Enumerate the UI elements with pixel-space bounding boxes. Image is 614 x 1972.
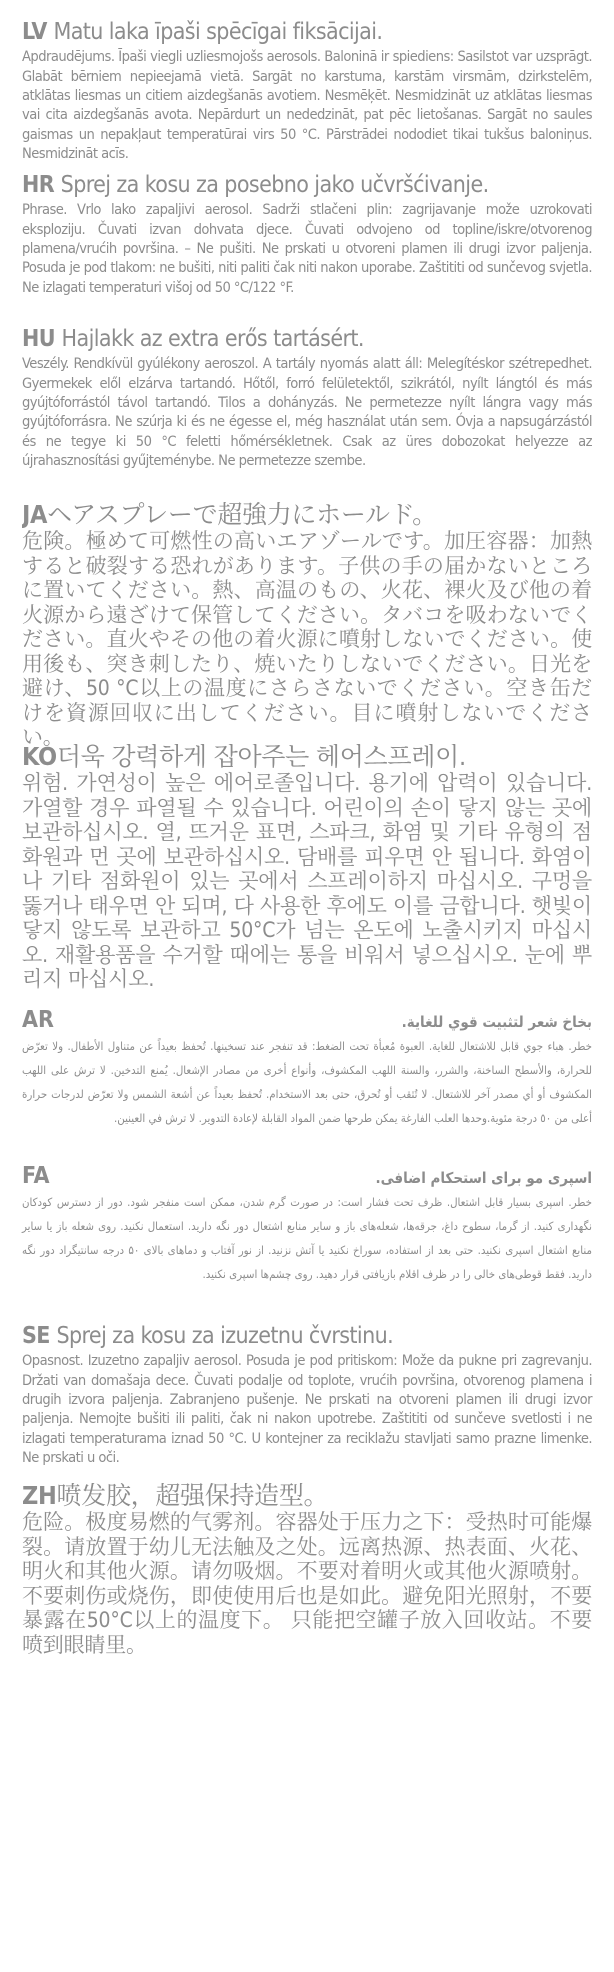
section-body: Opasnost. Izuzetno zapaljiv aerosol. Posuda je pod pritiskom: Može da pukne pri zagrevanju. Držati van domašaja dece. Čuvati podalje od toplote, vrućih površina, otvorenog plamena i drugih izvora paljenja. Zabranjeno pušenje. Ne prskati na otvoreni plamen ili drugi izvor paljenja. Nemojte bušiti ili paliti, čak ni nakon upotrebe. Zaštititi od sunčeve svetlosti i ne izlagati temperaturama iznad 50 °C. U kontejner za reciklažu stavljati samo prazne limenke. Ne prskati u oči.: [22, 1352, 592, 1467]
section-lv: [22, 20, 592, 164]
section-heading: [22, 1324, 592, 1348]
language-code: SE: [22, 1324, 50, 1349]
section-zh: [22, 1483, 592, 1657]
section-heading: [22, 744, 592, 770]
section-body: 危険。極めて可燃性の高いエアゾールです。加圧容器：加熱すると破裂する恐れがあります。子供の手の届かないところに置いてください。熱、高温のもの、火花、裸火及び他の着火源から遠ざけて保管してください。タバコを吸わないでください。直火やその他の着火源に噴射しないでください。使用後も、突き刺したり、焼いたりしないでください。日光を避け、50 °C以上の温度にさらさないでください。空き缶だけを資源回収に出してください。目に噴射しないでください。: [22, 529, 592, 750]
section-body: 위험. 가연성이 높은 에어로졸입니다. 용기에 압력이 있습니다. 가열할 경우 파열될 수 있습니다. 어린이의 손이 닿지 않는 곳에 보관하십시오. 열, 뜨거운 표면, 스파크, 화염 및 기타 유형의 점화원과 먼 곳에 보관하십시오. 담배를 피우면 안 됩니다. 화염이나 기타 점화원이 있는 곳에서 스프레이하지 마십시오. 구멍을 뚫거나 태우면 안 되며, 다 사용한 후에도 이를 금합니다. 햇빛이 닿지 않도록 보관하고 50°C가 넘는 온도에 노출시키지 마십시오. 재활용품을 수거할 때에는 통을 비워서 넣으십시오. 눈에 뿌리지 마십시오.: [22, 771, 592, 992]
section-ja: [22, 502, 592, 750]
section-title: اسپری مو برای استحکام اضافی.: [375, 1169, 592, 1187]
section-ar: [22, 1008, 592, 1130]
language-code: KO: [22, 744, 57, 771]
section-body: خطر. اسپری بسیار قابل اشتعال. ظرف تحت فشار است: در صورت گرم شدن، ممکن است منفجر شود. دور از دسترس کودکان نگهداری کنید. از گرما، سطوح داغ، جرقه‌ها، شعله‌های باز و سایر منابع اشتعال دور نگه دارید. استعمال نکنید. روی شعله باز یا سایر منابع اشتعال اسپری نکنید. حتی بعد از استفاده، سوراخ نکنید یا آتش نزنید. از نور آفتاب و دماهای بالای ۵۰ درجه سانتیگراد دور نگه دارید. فقط قوطی‌های خالی را در ظرف اقلام بازیافتی قرار دهید. روی چشم‌ها اسپری نکنید.: [22, 1195, 592, 1282]
section-body: Phrase. Vrlo lako zapaljivi aerosol. Sadrži stlačeni plin: zagrijavanje može uzrokovati eksploziju. Čuvati izvan dohvata djece. Čuvati odvojeno od topline/iskre/otvorenog plamena/vrućih površina. – Ne pušiti. Ne prskati u otvoreni plamen ili drugi izvor paljenja. Posuda je pod tlakom: ne bušiti, niti paliti čak niti nakon uporabe. Zaštititi od sunčevog svjetla. Ne izlagati temperaturi višoj od 50 °C/122 °F.: [22, 201, 592, 296]
language-code: LV: [22, 20, 47, 45]
section-title: بخاخ شعر لتثبيت قوي للغاية.: [401, 1013, 592, 1031]
section-title: Matu laka īpaši spēcīgai fiksācijai.: [53, 20, 383, 45]
section-title: 喷发胶，超强保持造型。: [56, 1483, 329, 1510]
section-se: [22, 1324, 592, 1468]
section-heading: [22, 1164, 592, 1188]
section-heading: [22, 1008, 592, 1032]
section-heading: [22, 1483, 592, 1509]
section-hu: [22, 327, 592, 471]
section-title: Sprej za kosu za posebno jako učvršćivanje.: [60, 173, 489, 198]
section-title: 더욱 강력하게 잡아주는 헤어스프레이.: [56, 744, 466, 771]
language-code: AR: [22, 1008, 54, 1033]
section-ko: [22, 744, 592, 992]
language-code: HR: [22, 173, 55, 198]
language-code: FA: [22, 1164, 50, 1189]
section-body: Apdraudējums. Īpaši viegli uzliesmojošs aerosols. Baloninā ir spiediens: Sasilstot var uzsprāgt. Glabāt bērniem nepieejamā vietā. Sargāt no karstuma, karstām virsmām, dzirkstelēm, atklātas liesmas un citiem aizdegšanās avotiem. Nesmēķēt. Nesmidzināt uz atklātas liesmas vai cita aizdegšanās avota. Nepārdurt un nededzināt, pat pēc lietošanas. Sargāt no saules gaismas un nepakļaut temperatūrai virs 50 °C. Pārstrādei nododiet tikai tukšus baloniņus. Nesmidzināt acīs.: [22, 48, 592, 163]
section-heading: [22, 327, 592, 351]
section-hr: [22, 173, 592, 297]
language-code: JA: [22, 502, 48, 529]
language-code: HU: [22, 327, 55, 352]
section-heading: [22, 20, 592, 44]
section-title: ヘアスプレーで超強力にホールド。: [47, 502, 437, 529]
section-heading: [22, 502, 592, 528]
section-body: خطر. هباء جوي قابل للاشتعال للغاية. العبوة مُعبأة تحت الضغط: قد تنفجر عند تسخينها. تُحفظ بعيداً عن متناول الأطفال. ولا تعرّض للحرارة، والأسطح الساخنة، والشرر، والسنة اللهب المكشوف، وأنواع أخرى من مصادر الإشعال. يُمنع التدخين. لا ترش على اللهب المكشوف أو أي مصدر آخر للاشتعال. لا تُثقب أو تُحرق، حتى بعد الاستخدام. تُحفظ بعيداً عن أشعة الشمس ولا تعرّض لدرجات حرارة أعلى من ٥٠ درجة مئوية.وحدها العلب الفارغة يمكن طرحها ضمن المواد القابلة لإعادة التدوير. لا ترش في العينين.: [22, 1039, 592, 1126]
section-title: Hajlakk az extra erős tartásért.: [61, 327, 364, 352]
section-fa: [22, 1164, 592, 1286]
section-body: 危险。极度易燃的气雾剂。容器处于压力之下：受热时可能爆裂。请放置于幼儿无法触及之处。远离热源、热表面、火花、明火和其他火源。请勿吸烟。不要对着明火或其他火源喷射。不要刺伤或烧伤，即使使用后也是如此。避免阳光照射，不要暴露在50°C以上的温度下。 只能把空罐子放入回收站。不要喷到眼睛里。: [22, 1510, 592, 1657]
section-body: Veszély. Rendkívül gyúlékony aeroszol. A tartály nyomás alatt áll: Melegítéskor szétrepedhet. Gyermekek elől elzárva tartandó. Hőtől, forró felületektől, szikrától, nyílt lángtól és más gyújtóforrástól távol tartandó. Tilos a dohányzás. Ne permetezze nyílt lángra vagy más gyújtóforrásra. Ne szúrja ki és ne égesse el, még használat után sem. Óvja a napsugárzástól és ne tegye ki 50 °C feletti hőmérsékletnek. Csak az üres dobozokat helyezze az újrahasznosítási gyűjteménybe. Ne permetezze szembe.: [22, 355, 592, 470]
section-title: Sprej za kosu za izuzetnu čvrstinu.: [56, 1324, 394, 1349]
section-heading: [22, 173, 592, 197]
language-code: ZH: [22, 1483, 57, 1510]
